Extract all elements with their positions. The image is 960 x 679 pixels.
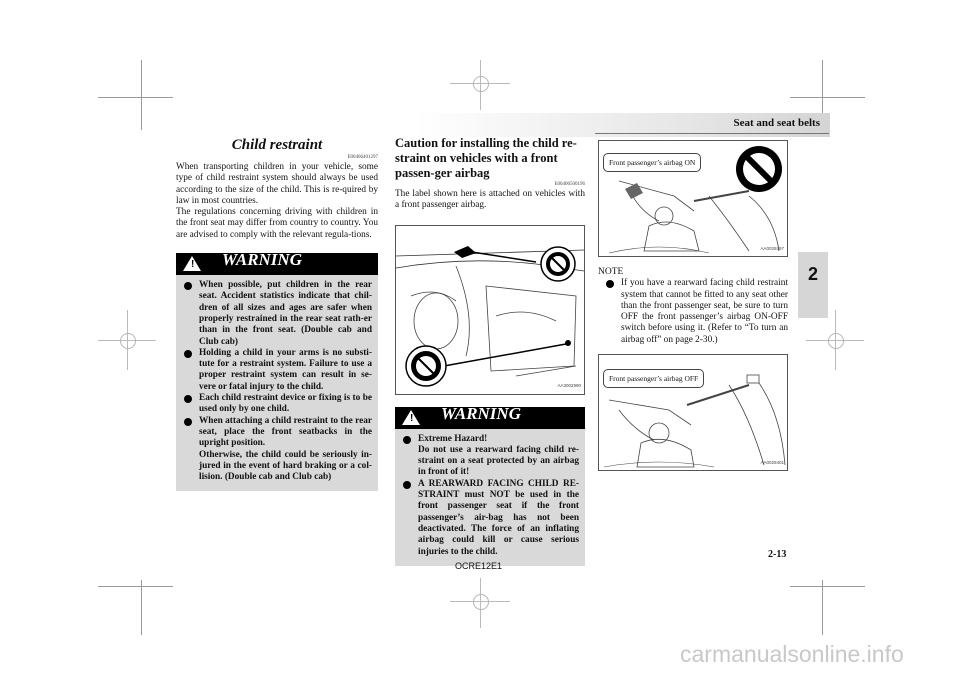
registration-circle	[473, 76, 489, 92]
watermark: carmanualsonline.info	[680, 641, 904, 667]
warning-item: Each child restraint device or fixing is to be used only by one child.	[184, 393, 372, 416]
chapter-tab	[798, 252, 828, 318]
paragraph: The regulations concerning driving with children in the front seat may differ from country to country. You are advised to comply with the relevant regula-tions.	[176, 207, 378, 240]
section-title-child-restraint: Child restraint	[231, 137, 323, 153]
crop-mark	[98, 97, 173, 98]
warning-item: Extreme Hazard! Do not use a rearward facing child re-straint on a seat protected by an airbag in front of it!	[403, 434, 579, 479]
warning-item: A REARWARD FACING CHILD RE-STRAINT must NOT be used in the front passenger seat if the front passenger’s air-bag has not been deactivated. The force of an inflating airbag could kill or cause serious injuries to the child.	[403, 479, 579, 558]
bullet-icon	[403, 481, 411, 489]
crop-mark	[790, 586, 865, 587]
warning-list	[176, 275, 378, 491]
airbag-off-label: Front passenger’s airbag OFF	[603, 369, 704, 388]
bullet-icon	[403, 436, 411, 444]
section-code: E00406401297	[347, 155, 378, 160]
figure-airbag-on	[598, 140, 788, 257]
exclamation-icon: !	[410, 412, 414, 424]
page-header-title: Seat and seat belts	[733, 117, 820, 129]
crop-mark	[98, 586, 173, 587]
warning-title: WARNING	[441, 403, 521, 423]
chapter-number: 2	[807, 264, 818, 284]
warning-item: When attaching a child restraint to the rear seat, place the front seatbacks in the upright position. Otherwise, the child could be seriously in-jured in the event of hard braking or a col-lision. (Double cab and Club cab)	[184, 416, 372, 484]
warning-item: Holding a child in your arms is no substi-tute for a restraint system. Failure to use a proper restraint system can result in se-vere or fatal injury to the child.	[184, 348, 372, 393]
section-code: E00406500196	[554, 182, 585, 187]
crop-mark	[141, 60, 142, 130]
figure-code: AA3002990	[557, 383, 581, 389]
bullet-icon	[184, 395, 192, 403]
page-number: 2-13	[768, 549, 787, 560]
bullet-icon	[184, 418, 192, 426]
warning-box	[395, 403, 585, 566]
exclamation-icon: !	[191, 259, 195, 271]
crop-mark	[790, 97, 865, 98]
airbag-on-label: Front passenger’s airbag ON	[603, 153, 701, 172]
note-item: If you have a rearward facing child restraint system that cannot be fitted to any seat other than the front passenger seat, be sure to turn OFF the front passenger’s airbag ON-OFF switch before using it. (Refer to “To turn an airbag off” on page 2-30.)	[606, 278, 788, 346]
warning-header	[176, 250, 378, 275]
paragraph: When transporting children in your vehicle, some type of child restraint system should always be used according to the size of the child. This is re-quired by law in most countries.	[176, 162, 378, 206]
note-list	[598, 278, 788, 346]
crop-mark	[822, 580, 823, 635]
bullet-icon	[606, 280, 614, 288]
figure-dashboard-label	[395, 225, 585, 395]
warning-header	[395, 403, 585, 429]
dashboard-illustration	[396, 226, 584, 394]
warning-list	[395, 429, 585, 566]
note-title: NOTE	[598, 267, 624, 277]
paragraph: The label shown here is attached on vehicles with a front passenger airbag.	[395, 189, 585, 211]
figure-code: AA0029397	[760, 245, 784, 251]
crop-mark	[141, 580, 142, 635]
warning-item: When possible, put children in the rear seat. Accident statistics indicate that chil-dren of all sizes and ages are safer when properly restrained in the rear seat rath-er than in the front seat. (Double cab and Club cab)	[184, 280, 372, 348]
left-column	[176, 136, 378, 491]
bullet-icon	[184, 350, 192, 358]
document-code: OCRE12E1	[455, 561, 503, 571]
registration-circle	[473, 594, 489, 610]
warning-title: WARNING	[222, 250, 302, 270]
header-rule	[595, 133, 829, 134]
registration-circle	[120, 333, 136, 349]
section-title-caution: Caution for installing the child re-straint on vehicles with a front passen-ger airbag	[395, 136, 577, 180]
bullet-icon	[184, 282, 192, 290]
middle-column	[395, 136, 585, 566]
figure-airbag-off	[598, 354, 788, 471]
figure-code: AA0029401	[760, 459, 784, 465]
warning-box	[176, 250, 378, 491]
registration-circle	[828, 333, 844, 349]
right-column	[598, 140, 788, 471]
